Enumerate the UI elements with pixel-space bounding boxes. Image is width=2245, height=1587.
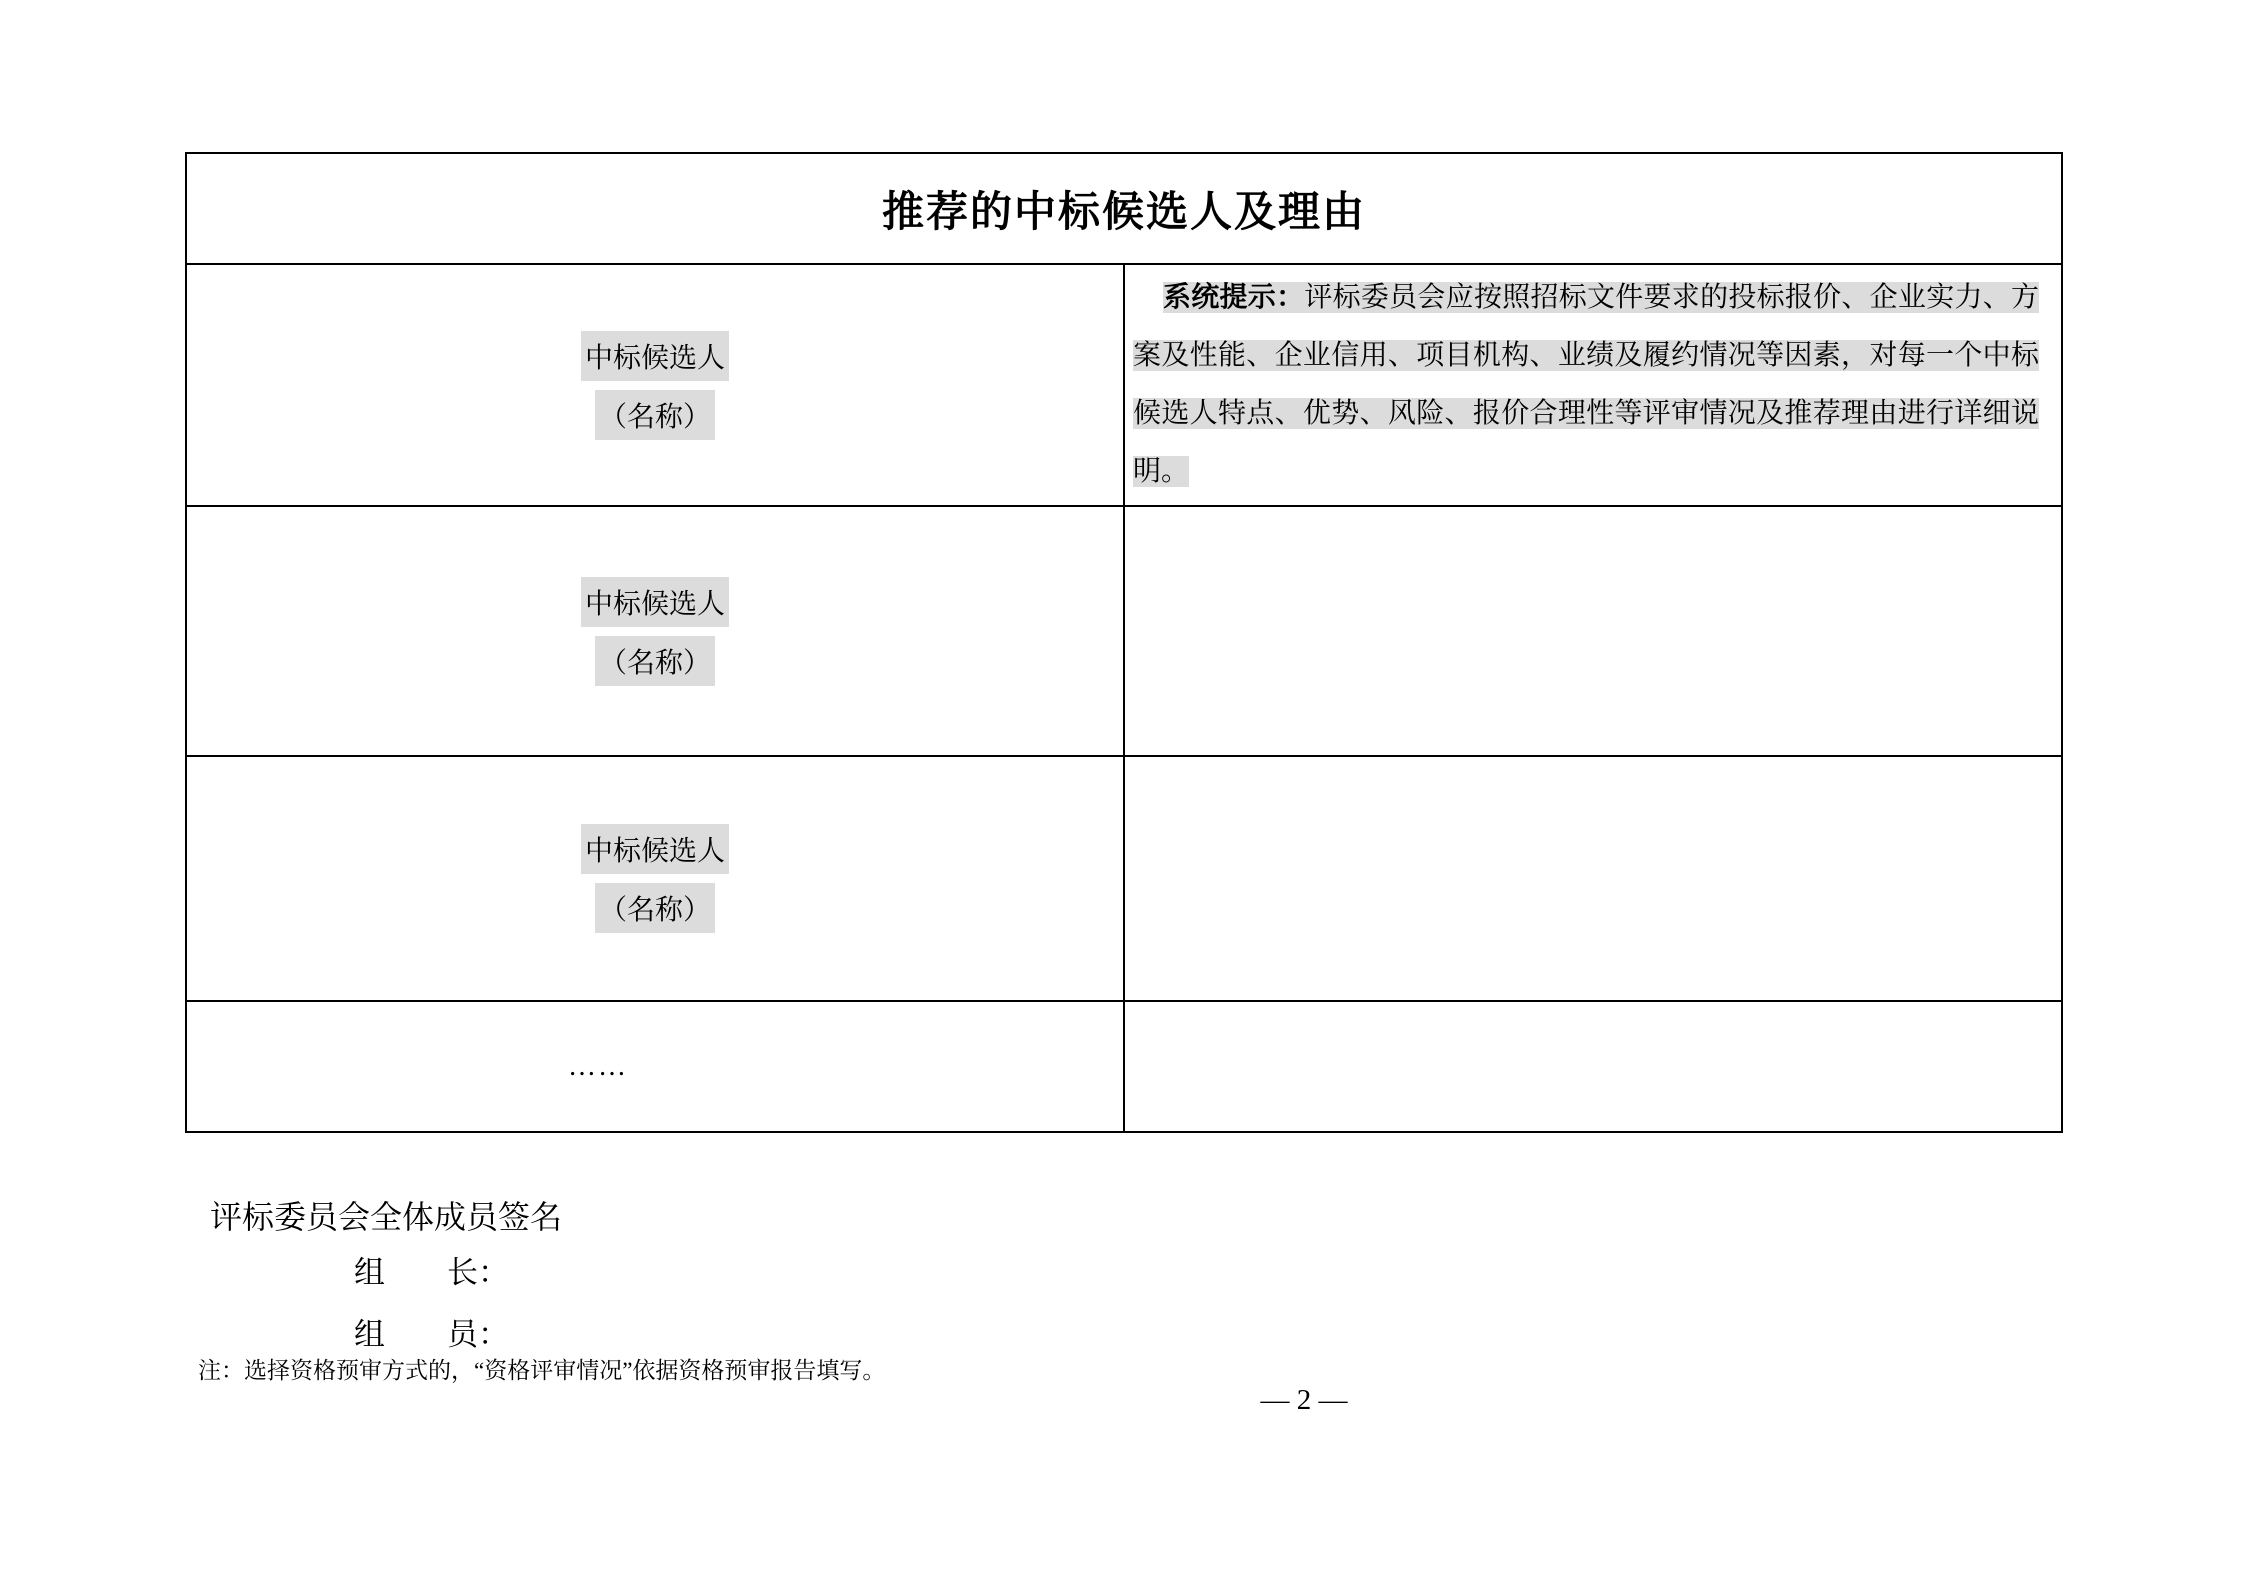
candidate-3-name-caption[interactable]: （名称） <box>595 883 715 933</box>
candidate-2-name-caption[interactable]: （名称） <box>595 636 715 686</box>
table-title-cell <box>186 153 2062 264</box>
candidate-3-reason-cell[interactable] <box>1124 756 2062 1001</box>
candidate-1-name-caption[interactable]: （名称） <box>595 390 715 440</box>
signature-heading: 评标委员会全体成员签名 <box>210 1199 563 1235</box>
ellipsis-reason-cell[interactable] <box>1124 1001 2062 1132</box>
group-member-label[interactable]: 组 员： <box>354 1317 509 1352</box>
candidate-1-name-cell <box>186 264 1124 506</box>
candidate-3-name-placeholder[interactable]: 中标候选人 <box>581 824 729 874</box>
ellipsis-row <box>186 1001 2062 1132</box>
candidate-1-name-placeholder[interactable]: 中标候选人 <box>581 331 729 381</box>
ellipsis-cell <box>186 1001 1124 1132</box>
candidate-2-reason-cell[interactable] <box>1124 506 2062 756</box>
candidate-3-name-cell <box>186 756 1124 1001</box>
candidate-1-reason-cell[interactable] <box>1124 264 2062 506</box>
candidates-table <box>185 152 2063 1133</box>
group-leader-label[interactable]: 组 长： <box>354 1255 509 1290</box>
footnote: 注：选择资格预审方式的，“资格评审情况”依据资格预审报告填写。 <box>198 1358 886 1383</box>
candidate-row-1 <box>186 264 2062 506</box>
candidate-row-2 <box>186 506 2062 756</box>
candidate-2-name-placeholder[interactable]: 中标候选人 <box>581 577 729 627</box>
ellipsis-label: …… <box>568 1050 628 1082</box>
candidate-2-name-cell <box>186 506 1124 756</box>
candidate-row-3 <box>186 756 2062 1001</box>
system-hint-lead: 系统提示： <box>1163 282 1305 313</box>
system-hint-body: 评标委员会应按照招标文件要求的投标报价、企业实力、方案及性能、企业信用、项目机构、业绩及履约情况等因素，对每一个中标候选人特点、优势、风险、报价合理性等评审情况及推荐理由进行详细说明。 <box>1133 282 2039 487</box>
table-title-row <box>186 153 2062 264</box>
page-number: — 2 — <box>1260 1384 1348 1416</box>
table-title: 推荐的中标候选人及理由 <box>881 189 1366 236</box>
